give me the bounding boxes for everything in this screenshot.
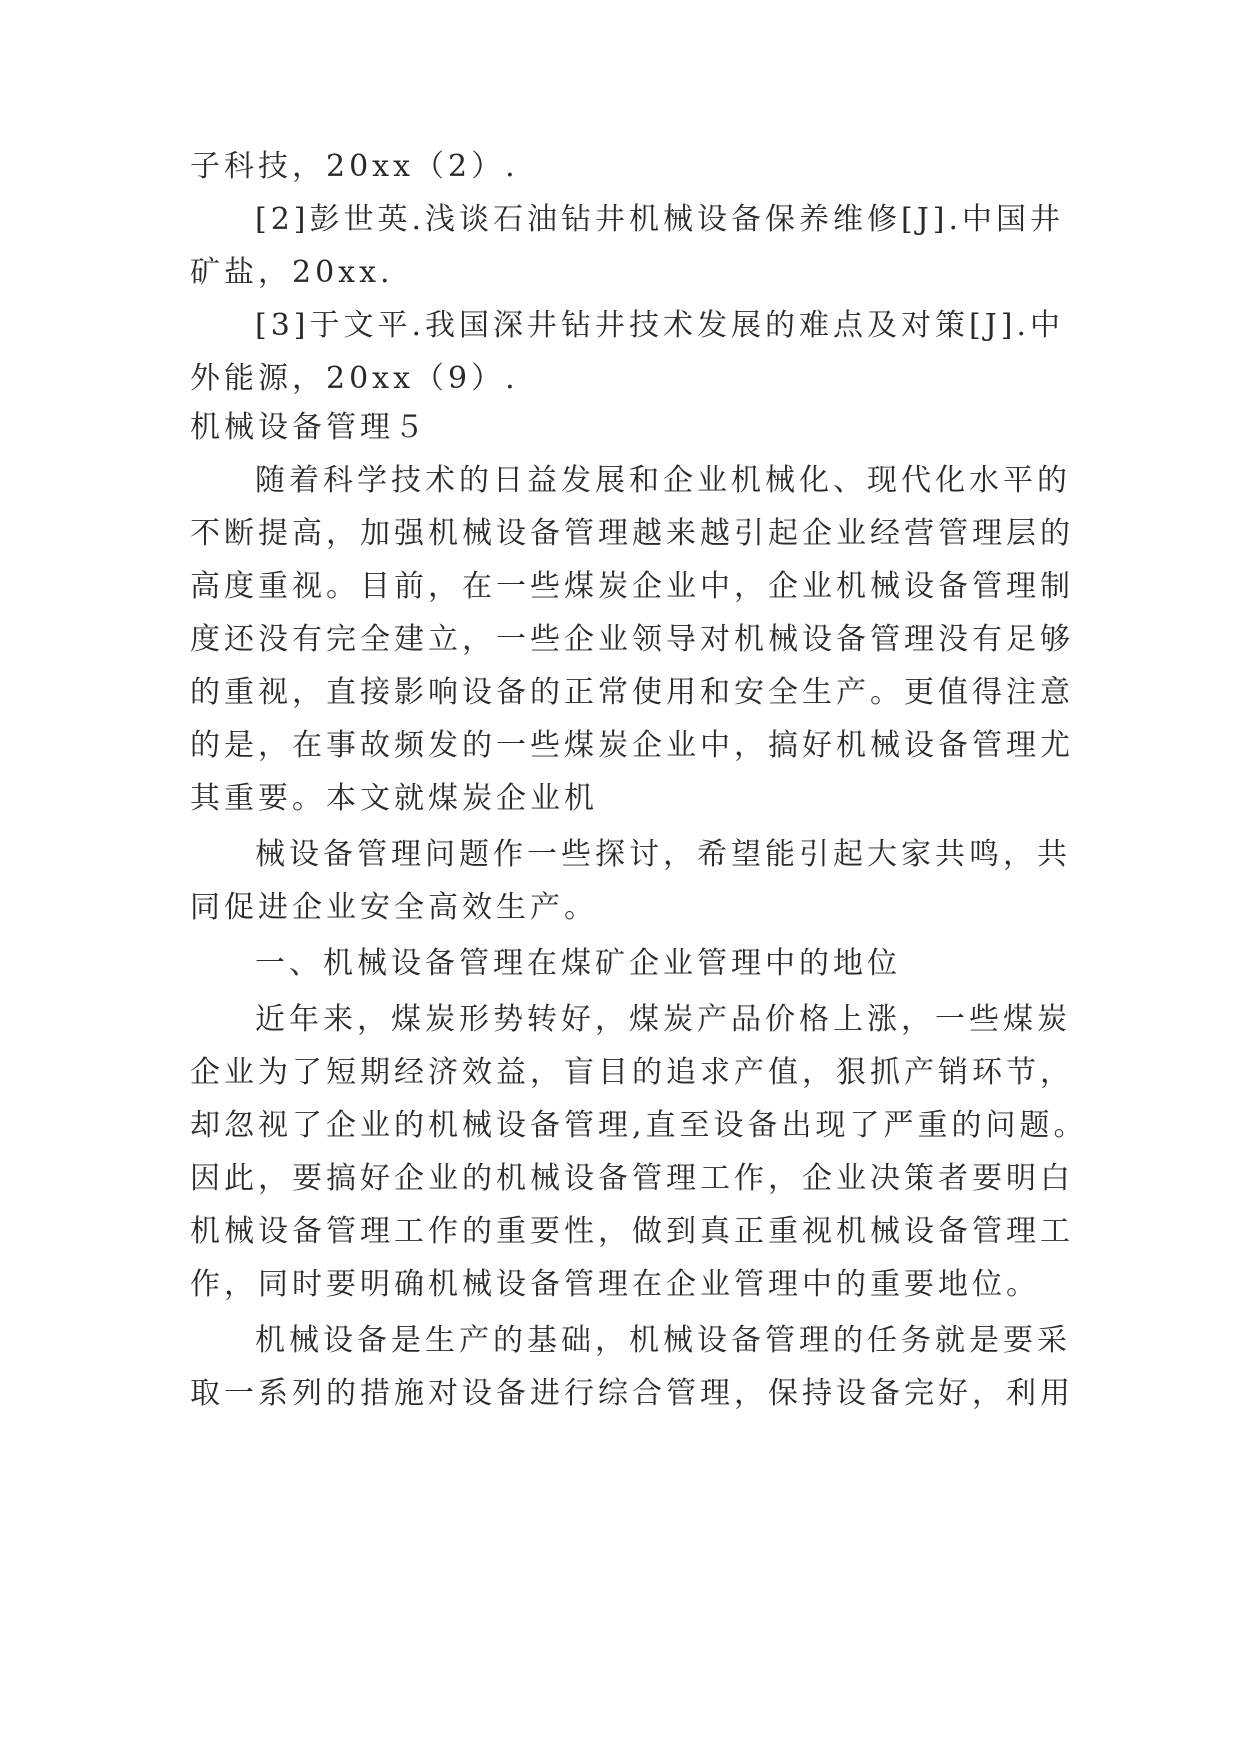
paragraph-line: 因此，要搞好企业的机械设备管理工作，企业决策者要明白	[190, 1161, 1074, 1196]
paragraph-line: 械设备管理问题作一些探讨，希望能引起大家共鸣，共	[255, 837, 1071, 872]
section-heading: 机械设备管理５	[190, 410, 428, 445]
paragraph-line: 却忽视了企业的机械设备管理,直至设备出现了严重的问题。	[190, 1108, 1088, 1143]
subheading: 一、机械设备管理在煤矿企业管理中的地位	[255, 946, 901, 981]
paragraph-line: 度还没有完全建立，一些企业领导对机械设备管理没有足够	[190, 622, 1074, 657]
paragraph-line: 近年来，煤炭形势转好，煤炭产品价格上涨，一些煤炭	[255, 1002, 1071, 1037]
paragraph-line: 机械设备是生产的基础，机械设备管理的任务就是要采	[255, 1323, 1071, 1358]
text-line: 子科技，20xx（2）.	[190, 149, 519, 184]
paragraph-line: 取一系列的措施对设备进行综合管理，保持设备完好，利用	[190, 1376, 1074, 1411]
paragraph-line: 随着科学技术的日益发展和企业机械化、现代化水平的	[255, 463, 1071, 498]
paragraph-line: 的重视，直接影响设备的正常使用和安全生产。更值得注意	[190, 675, 1074, 710]
paragraph-line: 高度重视。目前，在一些煤炭企业中，企业机械设备管理制	[190, 569, 1074, 604]
paragraph-line: 机械设备管理工作的重要性，做到真正重视机械设备管理工	[190, 1214, 1074, 1249]
text-line: 矿盐，20xx.	[190, 255, 394, 290]
reference-line: [3]于文平.我国深井钻井技术发展的难点及对策[J].中	[255, 308, 1065, 343]
paragraph-line: 其重要。本文就煤炭企业机	[190, 781, 598, 816]
paragraph-line: 同促进企业安全高效生产。	[190, 890, 598, 925]
paragraph-line: 的是，在事故频发的一些煤炭企业中，搞好机械设备管理尤	[190, 728, 1074, 763]
reference-line: [2]彭世英.浅谈石油钻井机械设备保养维修[J].中国井	[255, 202, 1065, 237]
paragraph-line: 不断提高，加强机械设备管理越来越引起企业经营管理层的	[190, 516, 1074, 551]
text-line: 外能源，20xx（9）.	[190, 361, 519, 396]
paragraph-line: 企业为了短期经济效益，盲目的追求产值，狠抓产销环节，	[190, 1055, 1074, 1090]
paragraph-line: 作，同时要明确机械设备管理在企业管理中的重要地位。	[190, 1267, 1040, 1302]
